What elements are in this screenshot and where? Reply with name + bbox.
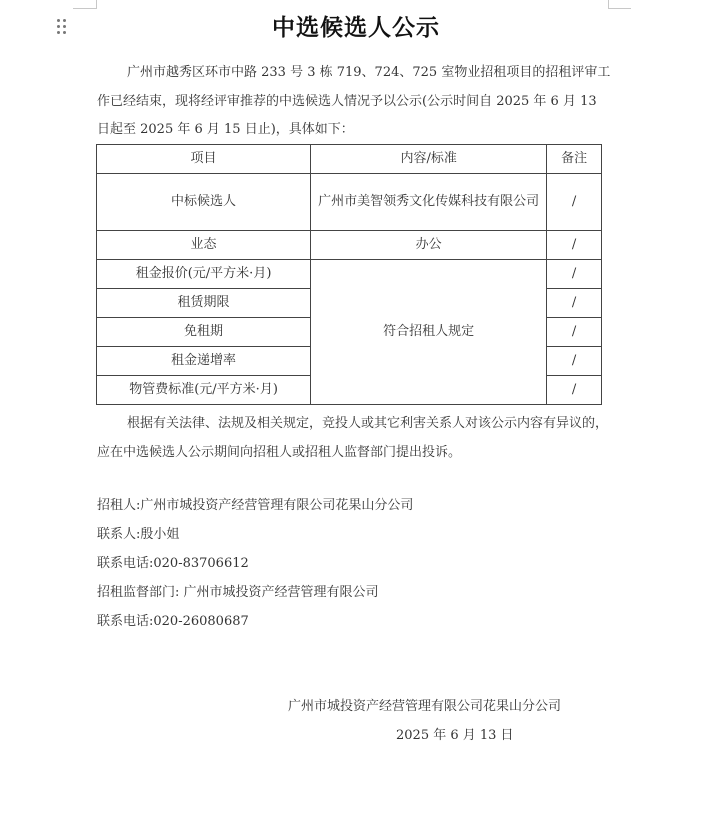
row-note: / xyxy=(547,289,602,318)
table-row xyxy=(97,174,602,231)
signature-date: 2025 年 6 月 13 日 xyxy=(396,728,514,743)
row-note: / xyxy=(547,231,602,260)
row-item: 物管费标准(元/平方米·月) xyxy=(97,376,311,405)
merged-content-cell: 符合招租人规定 xyxy=(311,260,547,405)
table-header-row xyxy=(97,145,602,174)
table-row xyxy=(97,260,602,289)
page-corner-mark-right xyxy=(608,0,631,9)
phone-line-2: 联系电话:020-26080687 xyxy=(97,614,249,629)
row-content xyxy=(311,174,547,231)
row-item: 租金递增率 xyxy=(97,347,311,376)
table-row xyxy=(97,231,602,260)
row-note: / xyxy=(547,260,602,289)
row-item: 业态 xyxy=(97,231,311,260)
objection-paragraph xyxy=(97,410,611,467)
row-note: / xyxy=(547,376,602,405)
signature-company: 广州市城投资产经营管理有限公司花果山分公司 xyxy=(288,699,562,714)
header-content: 内容/标准 xyxy=(311,145,547,174)
document-title: 中选候选人公示 xyxy=(272,15,440,41)
header-note: 备注 xyxy=(547,145,602,174)
row-note: / xyxy=(547,174,602,231)
landlord-line: 招租人:广州市城投资产经营管理有限公司花果山分公司 xyxy=(97,498,414,513)
winner-name: 广州市美智领秀文化传媒科技有限公司 xyxy=(318,194,540,209)
row-item: 中标候选人 xyxy=(97,174,311,231)
supervisor-line: 招租监督部门: 广州市城投资产经营管理有限公司 xyxy=(97,585,379,600)
row-note: / xyxy=(547,318,602,347)
row-content: 办公 xyxy=(311,231,547,260)
contact-person-line: 联系人:殷小姐 xyxy=(97,527,180,542)
row-note: / xyxy=(547,347,602,376)
row-item: 免租期 xyxy=(97,318,311,347)
objection-text: 根据有关法律、法规及相关规定，竞投人或其它利害关系人对该公示内容有异议的，应在中选候选人公示期间向招租人或招租人监督部门提出投诉。 xyxy=(97,416,609,460)
row-item: 租赁期限 xyxy=(97,289,311,318)
row-item: 租金报价(元/平方米·月) xyxy=(97,260,311,289)
header-item: 项目 xyxy=(97,145,311,174)
result-table xyxy=(96,144,602,405)
intro-paragraph xyxy=(97,59,611,145)
intro-text: 广州市越秀区环市中路 233 号 3 栋 719、724、725 室物业招租项目的招租评审工作已经结束，现将经评审推荐的中选候选人情况予以公示(公示时间自 2025 年 6 月 13 日起至 2025 年 6 月 15 日止)，具体如下： xyxy=(97,65,611,137)
phone-line-1: 联系电话:020-83706612 xyxy=(97,556,249,571)
page-corner-mark-left xyxy=(73,0,97,9)
